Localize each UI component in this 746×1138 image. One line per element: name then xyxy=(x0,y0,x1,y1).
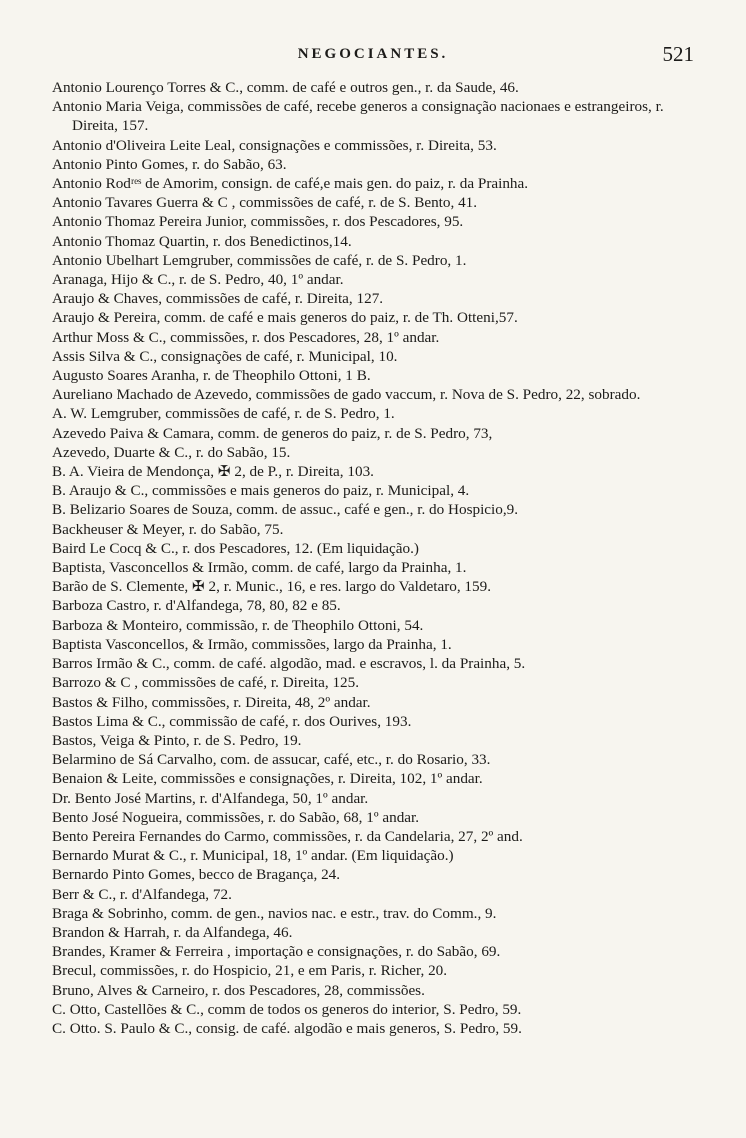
merchant-entry: Dr. Bento José Martins, r. d'Alfandega, 50, 1º andar. xyxy=(52,789,369,807)
merchant-entry: Azevedo Paiva & Camara, comm. de generos do paiz, r. de S. Pedro, 73, xyxy=(52,424,493,442)
merchant-entry: Antonio Ubelhart Lemgruber, commissões de café, r. de S. Pedro, 1. xyxy=(52,251,467,269)
merchant-entry: B. A. Vieira de Mendonça, ✠ 2, de P., r. Direita, 103. xyxy=(52,463,374,481)
merchant-entry: Barão de S. Clemente, ✠ 2, r. Munic., 16, e res. largo do Valdetaro, 159. xyxy=(52,578,492,596)
merchant-entry: Brecul, commissões, r. do Hospicio, 21, e em Paris, r. Richer, 20. xyxy=(52,962,448,980)
merchant-entry: Bastos Lima & C., commissão de café, r. dos Ourives, 193. xyxy=(52,712,412,730)
merchant-entry: Araujo & Pereira, comm. de café e mais generos do paiz, r. de Th. Otteni,57. xyxy=(52,309,518,327)
merchant-entry: Barboza & Monteiro, commissão, r. de Theophilo Ottoni, 54. xyxy=(52,616,424,634)
merchant-entry: Baptista, Vasconcellos & Irmão, comm. de café, largo da Prainha, 1. xyxy=(52,559,467,577)
merchant-entry: Augusto Soares Aranha, r. de Theophilo Ottoni, 1 B. xyxy=(52,367,371,385)
merchant-entry: Benaion & Leite, commissões e consignações, r. Direita, 102, 1º andar. xyxy=(52,770,483,788)
merchant-entry: Belarmino de Sá Carvalho, com. de assucar, café, etc., r. do Rosario, 33. xyxy=(52,751,491,769)
merchant-entry: Bento Pereira Fernandes do Carmo, commissões, r. da Candelaria, 27, 2º and. xyxy=(52,827,523,845)
merchant-list xyxy=(52,78,694,1038)
merchant-entry: Brandon & Harrah, r. da Alfandega, 46. xyxy=(52,923,293,941)
merchant-entry: C. Otto, Castellões & C., comm de todos os generos do interior, S. Pedro, 59. xyxy=(52,1000,522,1018)
merchant-entry: Braga & Sobrinho, comm. de gen., navios nac. e estr., trav. do Comm., 9. xyxy=(52,904,497,922)
merchant-entry: Barrozo & C , commissões de café, r. Direita, 125. xyxy=(52,674,360,692)
merchant-entry: Antonio Lourenço Torres & C., comm. de café e outros gen., r. da Saude, 46. xyxy=(52,79,519,96)
merchant-entry: Berr & C., r. d'Alfandega, 72. xyxy=(52,885,232,903)
merchant-entry: Antonio Tavares Guerra & C , commissões de café, r. de S. Bento, 41. xyxy=(52,194,478,212)
merchant-entry: Antonio Rodʳᵉˢ de Amorim, consign. de café,e mais gen. do paiz, r. da Prainha. xyxy=(52,175,529,193)
merchant-entry: Aureliano Machado de Azevedo, commissões de gado vaccum, r. Nova de S. Pedro, 22, sobrado. xyxy=(52,386,641,404)
merchant-entry: Barboza Castro, r. d'Alfandega, 78, 80, 82 e 85. xyxy=(52,597,341,615)
merchant-entry: Aranaga, Hijo & C., r. de S. Pedro, 40, 1º andar. xyxy=(52,271,344,289)
merchant-entry: C. Otto. S. Paulo & C., consig. de café. algodão e mais generos, S. Pedro, 59. xyxy=(52,1019,522,1037)
merchant-entry: Azevedo, Duarte & C., r. do Sabão, 15. xyxy=(52,443,291,461)
merchant-entry: Antonio Thomaz Pereira Junior, commissões, r. dos Pescadores, 95. xyxy=(52,213,464,231)
merchant-entry: Antonio Maria Veiga, commissões de café, recebe generos a consignação nacionaes e estrangeiros, r. Direita, 157. xyxy=(52,98,664,135)
merchant-entry: Baird Le Cocq & C., r. dos Pescadores, 12. (Em liquidação.) xyxy=(52,539,419,557)
section-title: NEGOCIANTES. xyxy=(297,46,449,62)
merchant-entry: Antonio Thomaz Quartin, r. dos Benedictinos,14. xyxy=(52,232,352,250)
merchant-entry: Baptista Vasconcellos, & Irmão, commissões, largo da Prainha, 1. xyxy=(52,635,452,653)
merchant-entry: Bruno, Alves & Carneiro, r. dos Pescadores, 28, commissões. xyxy=(52,981,425,999)
merchant-entry: Bernardo Murat & C., r. Municipal, 18, 1º andar. (Em liquidação.) xyxy=(52,847,454,865)
merchant-entry: Bernardo Pinto Gomes, becco de Bragança, 24. xyxy=(52,866,341,884)
merchant-entry: Barros Irmão & C., comm. de café. algodão, mad. e escravos, l. da Prainha, 5. xyxy=(52,655,526,673)
merchant-entry: Bento José Nogueira, commissões, r. do Sabão, 68, 1º andar. xyxy=(52,808,420,826)
merchant-entry: B. Araujo & C., commissões e mais generos do paiz, r. Municipal, 4. xyxy=(52,482,470,500)
merchant-entry: Araujo & Chaves, commissões de café, r. Direita, 127. xyxy=(52,290,384,308)
merchant-entry: Brandes, Kramer & Ferreira , importação e consignações, r. do Sabão, 69. xyxy=(52,943,501,961)
merchant-entry: Assis Silva & C., consignações de café, r. Municipal, 10. xyxy=(52,347,398,365)
page-number: 521 xyxy=(662,42,694,66)
merchant-entry: Arthur Moss & C., commissões, r. dos Pescadores, 28, 1º andar. xyxy=(52,328,440,346)
merchant-entry: B. Belizario Soares de Souza, comm. de assuc., café e gen., r. do Hospicio,9. xyxy=(52,501,519,519)
merchant-entry: Bastos, Veiga & Pinto, r. de S. Pedro, 19. xyxy=(52,731,302,749)
merchant-entry: Antonio Pinto Gomes, r. do Sabão, 63. xyxy=(52,155,287,173)
merchant-entry: A. W. Lemgruber, commissões de café, r. de S. Pedro, 1. xyxy=(52,405,395,423)
merchant-entry: Bastos & Filho, commissões, r. Direita, 48, 2º andar. xyxy=(52,693,371,711)
page-header xyxy=(52,42,694,78)
merchant-entry: Backheuser & Meyer, r. do Sabão, 75. xyxy=(52,520,284,538)
merchant-entry: Antonio d'Oliveira Leite Leal, consignações e commissões, r. Direita, 53. xyxy=(52,136,497,154)
